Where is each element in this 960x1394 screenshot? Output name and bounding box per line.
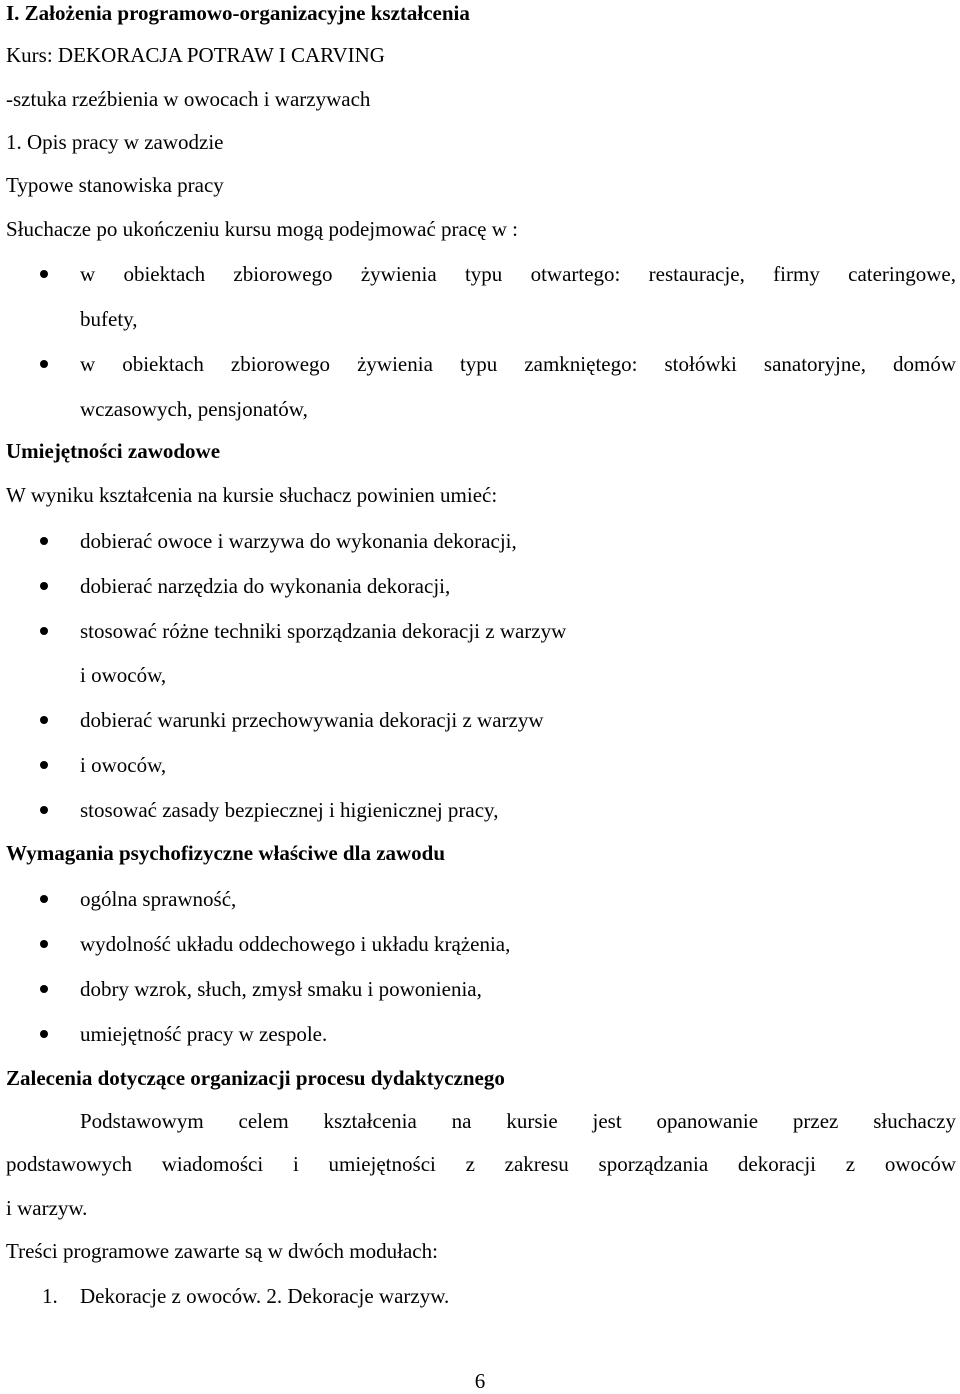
modules-list: Dekoracje z owoców. 2. Dekoracje warzyw.: [80, 1284, 450, 1308]
list-item-text: dobierać narzędzia do wykonania dekoracji,: [80, 574, 451, 598]
modules-intro: Treści programowe zawarte są w dwóch modułach:: [6, 1239, 438, 1263]
document-title: I. Założenia programowo-organizacyjne kształcenia: [6, 1, 470, 25]
list-item-text: dobierać owoce i warzywa do wykonania dekoracji,: [80, 529, 517, 553]
list-item-continuation: wczasowych, pensjonatów,: [80, 397, 308, 421]
list-item-continuation: bufety,: [80, 307, 138, 331]
course-subtitle: -sztuka rzeźbienia w owocach i warzywach: [6, 87, 371, 111]
skills-heading: Umiejętności zawodowe: [6, 439, 221, 463]
bullet-icon: [40, 537, 48, 545]
paragraph-line: Podstawowym celem kształcenia na kursie jest opanowanie przez słuchaczy: [80, 1109, 956, 1133]
bullet-icon: [40, 1030, 48, 1038]
list-item-text: dobierać warunki przechowywania dekoracji z warzyw: [80, 708, 544, 732]
list-item-text: stosować różne techniki sporządzania dekoracji z warzyw: [80, 619, 567, 643]
bullet-icon: [40, 985, 48, 993]
bullet-icon: [40, 627, 48, 635]
list-item-text: stosować zasady bezpiecznej i higienicznej pracy,: [80, 798, 499, 822]
bullet-icon: [40, 582, 48, 590]
list-item-text: i owoców,: [80, 753, 167, 777]
bullet-icon: [40, 761, 48, 769]
list-item-continuation: i owoców,: [80, 663, 167, 687]
skills-intro: W wyniku kształcenia na kursie słuchacz powinien umieć:: [6, 483, 498, 507]
course-name: Kurs: DEKORACJA POTRAW I CARVING: [6, 43, 385, 67]
bullet-icon: [40, 895, 48, 903]
bullet-icon: [40, 360, 48, 368]
list-item-text: umiejętność pracy w zespole.: [80, 1022, 328, 1046]
list-item-text: ogólna sprawność,: [80, 887, 237, 911]
positions-heading: Typowe stanowiska pracy: [6, 173, 224, 197]
positions-intro: Słuchacze po ukończeniu kursu mogą podejmować pracę w :: [6, 217, 518, 241]
list-item-text: w obiektach zbiorowego żywienia typu zamkniętego: stołówki sanatoryjne, domów: [80, 352, 956, 376]
paragraph-line: i warzyw.: [6, 1196, 88, 1220]
page-number: 6: [474, 1369, 486, 1393]
list-item-text: wydolność układu oddechowego i układu krążenia,: [80, 932, 511, 956]
list-item-text: dobry wzrok, słuch, zmysł smaku i powonienia,: [80, 977, 482, 1001]
bullet-icon: [40, 716, 48, 724]
list-item-text: w obiektach zbiorowego żywienia typu otwartego: restauracje, firmy cateringowe,: [80, 262, 956, 286]
bullet-icon: [40, 806, 48, 814]
section-heading: 1. Opis pracy w zawodzie: [6, 130, 224, 154]
paragraph-line: podstawowych wiadomości i umiejętności z zakresu sporządzania dekoracji z owoców: [6, 1152, 956, 1176]
bullet-icon: [40, 270, 48, 278]
bullet-icon: [40, 940, 48, 948]
list-number: 1.: [42, 1284, 58, 1308]
requirements-heading: Wymagania psychofizyczne właściwe dla zawodu: [6, 841, 446, 865]
recommendations-heading: Zalecenia dotyczące organizacji procesu dydaktycznego: [6, 1066, 505, 1090]
